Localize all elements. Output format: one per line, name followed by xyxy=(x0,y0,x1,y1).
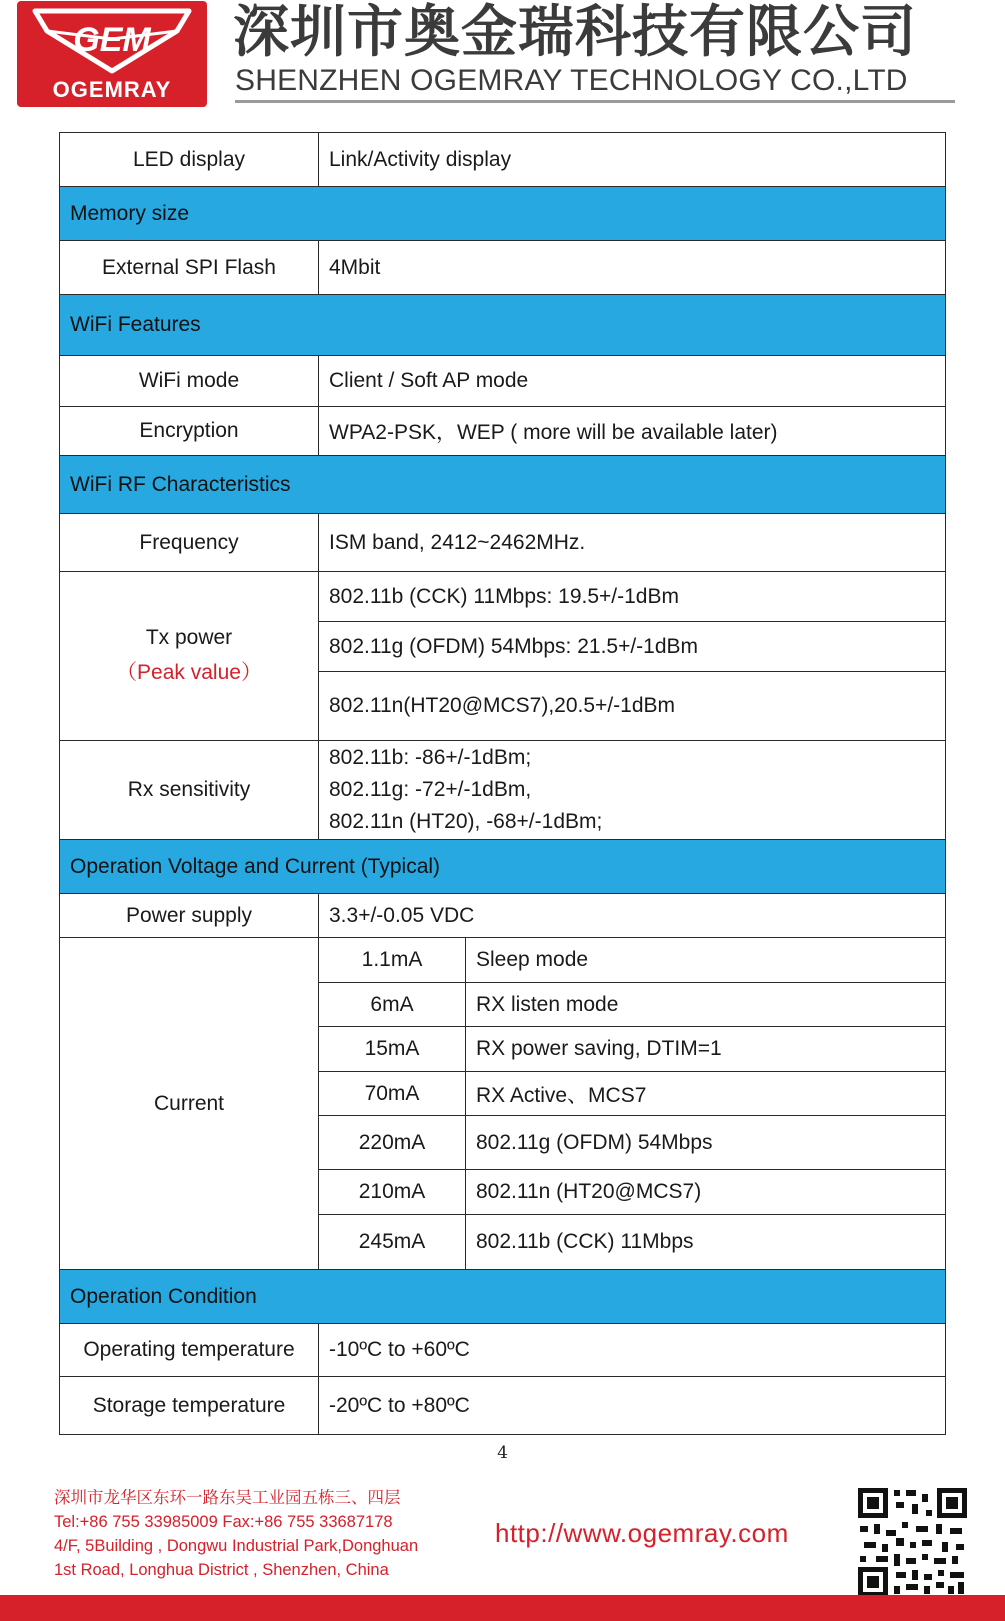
op-temp-label: Operating temperature xyxy=(60,1324,319,1377)
address-line: 4/F, 5Building , Dongwu Industrial Park,Donghuan xyxy=(54,1537,419,1555)
spec-table xyxy=(59,132,946,1435)
current-label: Current xyxy=(60,938,319,1270)
table-row xyxy=(60,133,946,187)
led-label: LED display xyxy=(60,133,319,187)
led-value: Link/Activity display xyxy=(319,133,946,187)
encryption-value: WPA2-PSK，WEP ( more will be available later) xyxy=(319,407,946,456)
op-temp-value: -10ºC to +60ºC xyxy=(319,1324,946,1377)
rx-value: 802.11b: -86+/-1dBm; xyxy=(329,746,532,769)
company-logo xyxy=(17,1,207,107)
tx-label-cell xyxy=(60,572,319,741)
qr-code-icon xyxy=(856,1486,969,1599)
page-footer xyxy=(0,1472,1005,1621)
company-name-en: SHENZHEN OGEMRAY TECHNOLOGY CO.,LTD xyxy=(235,64,908,97)
section-header-rf xyxy=(60,456,946,514)
rx-value: 802.11g: -72+/-1dBm, xyxy=(329,778,532,801)
rx-value: 802.11n (HT20), -68+/-1dBm; xyxy=(329,810,603,833)
frequency-value: ISM band, 2412~2462MHz. xyxy=(319,514,946,572)
current-amount: 245mA xyxy=(319,1215,466,1270)
section-title: Memory size xyxy=(60,187,946,241)
gem-logo-icon xyxy=(17,1,207,79)
current-mode: 802.11b (CCK) 11Mbps xyxy=(466,1215,946,1270)
website-link[interactable]: http://www.ogemray.com xyxy=(495,1518,789,1548)
power-label: Power supply xyxy=(60,894,319,938)
current-amount: 15mA xyxy=(319,1027,466,1072)
section-title: Operation Voltage and Current (Typical) xyxy=(60,840,946,894)
logo-mark: GEM xyxy=(73,21,151,59)
footer-band xyxy=(0,1595,1005,1621)
st-temp-value: -20ºC to +80ºC xyxy=(319,1377,946,1435)
spi-label: External SPI Flash xyxy=(60,241,319,295)
encryption-label: Encryption xyxy=(60,407,319,456)
current-mode: RX power saving, DTIM=1 xyxy=(466,1027,946,1072)
current-amount: 6mA xyxy=(319,983,466,1027)
rx-values xyxy=(319,741,946,840)
table-row xyxy=(60,1324,946,1377)
section-header-condition xyxy=(60,1270,946,1324)
table-row xyxy=(60,407,946,456)
current-amount: 1.1mA xyxy=(319,938,466,983)
tx-value: 802.11b (CCK) 11Mbps: 19.5+/-1dBm xyxy=(319,572,946,622)
table-row xyxy=(60,572,946,622)
rx-label: Rx sensitivity xyxy=(60,741,319,840)
table-row xyxy=(60,741,946,840)
section-title: WiFi Features xyxy=(60,295,946,356)
address-line: 深圳市龙华区东环一路东吴工业园五栋三、四层 xyxy=(54,1489,401,1507)
current-mode: 802.11n (HT20@MCS7) xyxy=(466,1170,946,1215)
frequency-label: Frequency xyxy=(60,514,319,572)
table-row xyxy=(60,894,946,938)
page-number: 4 xyxy=(497,1443,508,1463)
current-mode: 802.11g (OFDM) 54Mbps xyxy=(466,1116,946,1170)
mode-value: Client / Soft AP mode xyxy=(319,356,946,407)
current-mode: RX listen mode xyxy=(466,983,946,1027)
section-title: WiFi RF Characteristics xyxy=(60,456,946,514)
table-row xyxy=(60,241,946,295)
table-row xyxy=(60,356,946,407)
tx-label: Tx power xyxy=(145,626,233,649)
table-row xyxy=(60,938,946,983)
section-header-wifi xyxy=(60,295,946,356)
address-line: 1st Road, Longhua District , Shenzhen, China xyxy=(54,1561,389,1579)
current-mode: RX Active、MCS7 xyxy=(466,1072,946,1116)
section-header-voltage xyxy=(60,840,946,894)
mode-label: WiFi mode xyxy=(60,356,319,407)
current-amount: 70mA xyxy=(319,1072,466,1116)
current-mode: Sleep mode xyxy=(466,938,946,983)
company-name-cn: 深圳市奥金瑞科技有限公司 xyxy=(233,0,917,65)
address-line: Tel:+86 755 33985009 Fax:+86 755 33687178 xyxy=(54,1513,393,1531)
section-title: Operation Condition xyxy=(60,1270,946,1324)
current-amount: 210mA xyxy=(319,1170,466,1215)
logo-name: OGEMRAY xyxy=(52,77,172,102)
section-header-memory xyxy=(60,187,946,241)
table-row xyxy=(60,1377,946,1435)
tx-sublabel: （Peak value） xyxy=(116,661,262,684)
tx-value: 802.11g (OFDM) 54Mbps: 21.5+/-1dBm xyxy=(319,622,946,672)
st-temp-label: Storage temperature xyxy=(60,1377,319,1435)
company-address xyxy=(54,1486,418,1582)
power-value: 3.3+/-0.05 VDC xyxy=(319,894,946,938)
table-row xyxy=(60,514,946,572)
spi-value: 4Mbit xyxy=(319,241,946,295)
tx-value: 802.11n(HT20@MCS7),20.5+/-1dBm xyxy=(319,672,946,741)
page-header xyxy=(0,0,1005,120)
current-amount: 220mA xyxy=(319,1116,466,1170)
header-divider xyxy=(235,100,955,103)
